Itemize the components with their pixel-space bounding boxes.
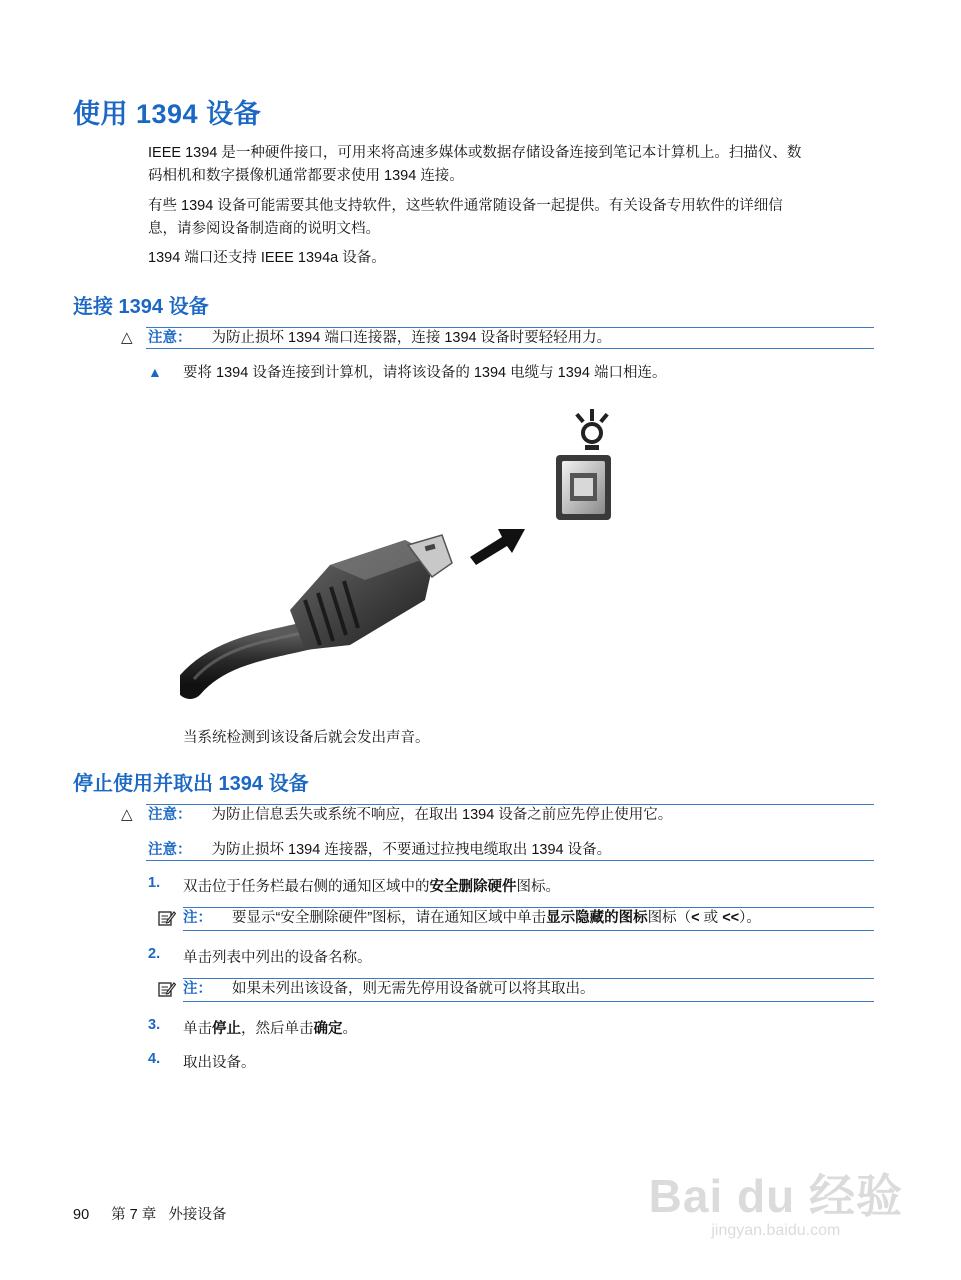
caution-text: 为防止损坏 1394 端口连接器，连接 1394 设备时要轻轻用力。 [211,330,612,346]
step-number: 1. [148,875,161,891]
step-4-text: 取出设备。 [183,1055,256,1071]
step-3-text: 单击停止，然后单击确定。 [183,1021,357,1037]
step-1-text: 双击位于任务栏最右侧的通知区域中的安全删除硬件图标。 [183,879,560,895]
note-pencil-icon [158,909,176,927]
caution-label: 注意： [148,842,192,858]
intro-paragraph-1: IEEE 1394 是一种硬件接口，可用来将高速多媒体或数据存储设备连接到笔记本计算机上。扫描仪、数 码相机和数字摄像机通常都要求使用 1394 连接。 [148,145,802,184]
note-2: 注： 如果未列出该设备，则无需先停用设备就可以将其取出。 [183,981,595,997]
section-heading-stop: 停止使用并取出 1394 设备 [73,773,309,795]
caution-triangle-icon: △ [121,329,133,346]
baidu-jingyan-watermark [649,1160,903,1240]
firewire-plug [290,535,452,650]
stop-term: 停止 [212,1021,241,1037]
connect-result-text: 当系统检测到该设备后就会发出声音。 [183,730,430,746]
chapter-label: 第 7 章 外接设备 [111,1207,227,1223]
safely-remove-hardware-term: 安全删除硬件 [429,879,517,895]
firewire-port-icon [556,455,611,520]
ok-term: 确定 [313,1021,343,1037]
note1-rule-bottom [183,930,874,931]
caution-stop-2 [148,839,611,862]
intro-paragraph-2: 有些 1394 设备可能需要其他支持软件，这些软件通常随设备一起提供。有关设备专用软件的详细信 息，请参阅设备制造商的说明文档。 [148,198,783,237]
page-footer [73,1203,226,1224]
note-label: 注： [183,981,212,997]
step-connect-text: 要将 1394 设备连接到计算机，请将该设备的 1394 电缆与 1394 端口相连。 [183,365,667,381]
caution-stop-1 [148,804,672,827]
step-number: 4. [148,1051,161,1067]
section-heading-connect: 连接 1394 设备 [73,296,209,318]
firewire-connection-illustration [180,395,640,705]
watermark-url: jingyan.baidu.com [711,1222,841,1239]
caution-label: 注意： [148,807,192,823]
caution-connect [148,327,611,350]
caution2-rule-bottom [146,860,874,861]
caution-triangle-icon: △ [121,806,133,823]
step-bullet-triangle-icon: ▲ [148,364,162,380]
step-number: 3. [148,1017,161,1033]
show-hidden-icons-term: 显示隐藏的图标 [546,910,648,926]
page-title: 使用 1394 设备 [73,99,262,129]
watermark-brand: Bai du 经验 [648,1170,903,1222]
note2-rule-bottom [183,1001,874,1002]
note-1: 注： 要显示“安全删除硬件”图标，请在通知区域中单击显示隐藏的图标图标（< 或 <<）。 [183,910,761,926]
step-number: 2. [148,946,161,962]
note-pencil-icon [158,980,176,998]
caution-label: 注意： [148,330,192,346]
firewire-logo-icon [575,409,608,450]
note-label: 注： [183,910,212,926]
insert-direction-arrow-icon [470,529,525,565]
intro-paragraph-3: 1394 端口还支持 IEEE 1394a 设备。 [148,250,386,266]
caution-text: 为防止损坏 1394 连接器，不要通过拉拽电缆取出 1394 设备。 [211,842,612,858]
page-number: 90 [73,1207,90,1223]
caution-rule-bottom [146,348,874,349]
step-2-text: 单击列表中列出的设备名称。 [183,950,372,966]
caution-text: 为防止信息丢失或系统不响应，在取出 1394 设备之前应先停止使用它。 [211,807,673,823]
